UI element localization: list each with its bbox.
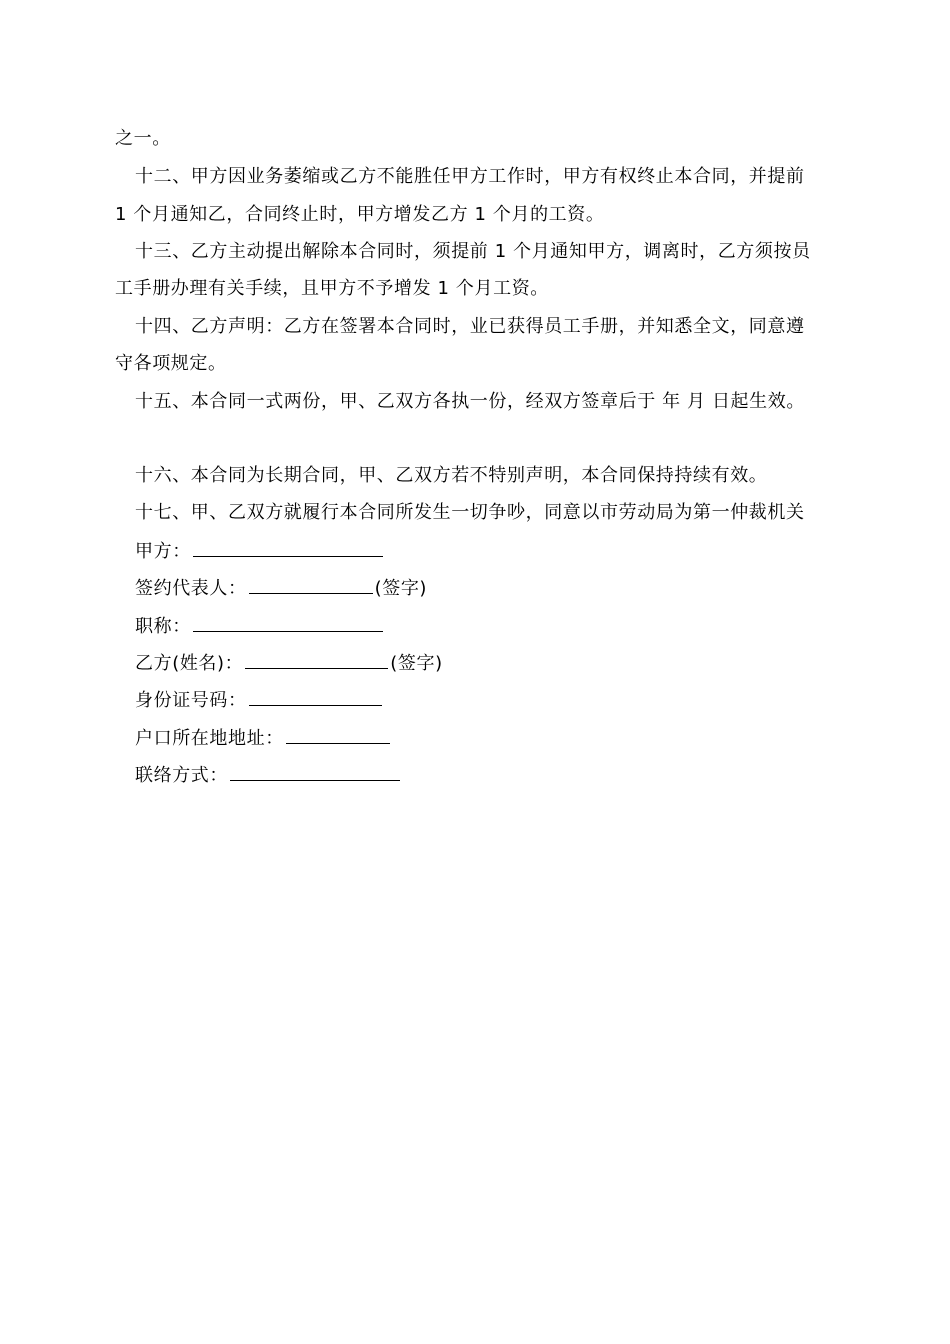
signature-field-id-number: [135, 688, 855, 712]
fill-blank[interactable]: [193, 539, 383, 557]
field-label: 乙方(姓名)：: [135, 653, 244, 674]
fill-blank[interactable]: [193, 614, 383, 632]
clause-16: 十六、本合同为长期合同，甲、乙双方若不特别声明，本合同保持持续有效。: [135, 465, 768, 486]
field-suffix: (签字): [390, 653, 443, 674]
paragraph-continuation: 之一。: [115, 128, 171, 149]
field-label: 联络方式：: [135, 765, 228, 786]
clause-12-line-2: 1 个月通知乙，合同终止时，甲方增发乙方 1 个月的工资。: [115, 204, 605, 225]
signature-field-contact: [135, 763, 855, 787]
clause-12-line-1: 十二、甲方因业务萎缩或乙方不能胜任甲方工作时，甲方有权终止本合同，并提前: [135, 166, 805, 187]
signature-field-representative: [135, 576, 855, 600]
field-label: 身份证号码：: [135, 690, 247, 711]
field-label: 户口所在地地址：: [135, 728, 284, 749]
clause-14-line-2: 守各项规定。: [115, 353, 227, 374]
fill-blank[interactable]: [249, 688, 382, 706]
fill-blank[interactable]: [230, 763, 400, 781]
signature-field-address: [135, 726, 855, 750]
field-label: 职称：: [135, 616, 191, 637]
clause-13-line-1: 十三、乙方主动提出解除本合同时，须提前 1 个月通知甲方，调离时，乙方须按员: [135, 241, 811, 262]
fill-blank[interactable]: [286, 726, 390, 744]
clause-17: 十七、甲、乙双方就履行本合同所发生一切争吵，同意以市劳动局为第一仲裁机关: [135, 502, 805, 523]
signature-field-party-a: [135, 539, 855, 563]
clause-15: 十五、本合同一式两份，甲、乙双方各执一份，经双方签章后于 年 月 日起生效。: [135, 391, 805, 412]
clause-13-line-2: 工手册办理有关手续，且甲方不予增发 1 个月工资。: [115, 278, 549, 299]
signature-field-title: [135, 614, 855, 638]
field-label: 签约代表人：: [135, 578, 247, 599]
signature-field-party-b: [135, 651, 855, 675]
clause-14-line-1: 十四、乙方声明：乙方在签署本合同时，业已获得员工手册，并知悉全文，同意遵: [135, 316, 805, 337]
field-suffix: (签字): [374, 578, 428, 599]
fill-blank[interactable]: [249, 576, 373, 594]
fill-blank[interactable]: [245, 651, 388, 669]
field-label: 甲方：: [135, 541, 191, 562]
